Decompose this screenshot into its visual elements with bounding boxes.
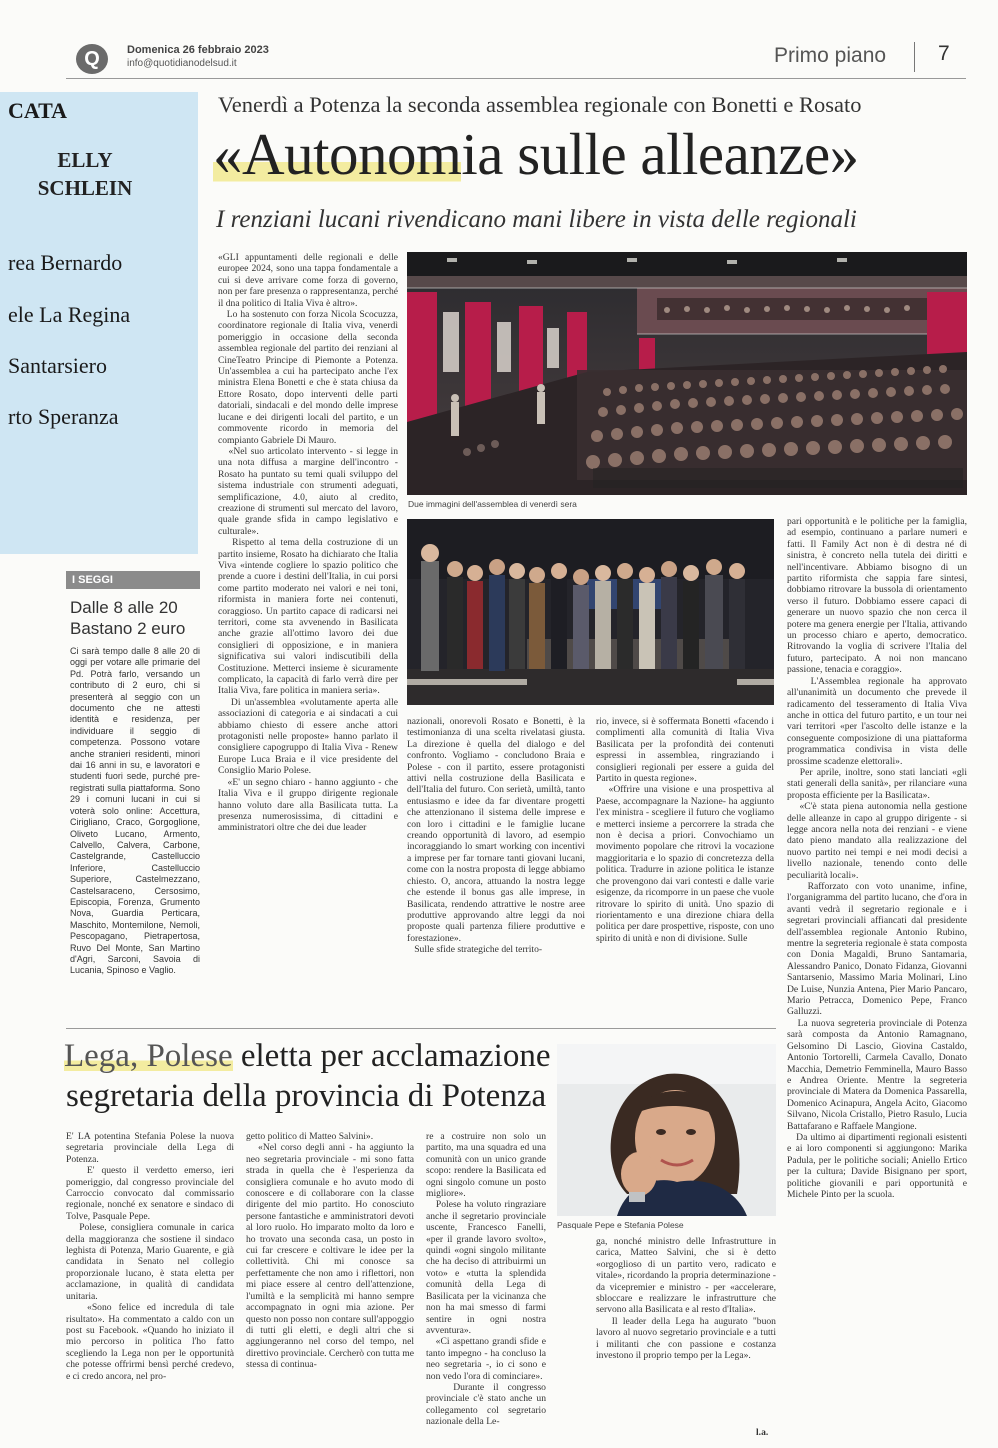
contact-email: info@quotidianodelsud.it [127,58,237,69]
masthead-logo [76,44,108,74]
header-rule [66,78,966,79]
article2-column-2: getto politico di Matteo Salvini». «Nel corso degli anni - ha aggiunto la neo segretaria provinciale - mi sono fatta strada in quella che è l'esperienza da consigliera comunale e ho avuto modo di conoscere e di collaborare con la classe dirigente del mio partito. Ho conosciuto persone fantastiche e amministratori devoti al loro ruolo. Ho imparato molto da loro e ho trovato una seconda casa, un posto in cui far crescere e coltivare le idee per la collettività. Chi mi conosce sa perfettamente che non amo i riflettori, non mi piace essere al centro dell'attenzione, l'umiltà e la semplicità mi hanno sempre accompagnato in ogni mia azione. Per questo non posso non contare sull'appoggio di tutti gli eletti, e degli altri che si aggiungeranno nel corso del tempo, nel direttivo provinciale. Cercherò con tutta me stessa di continua- [246,1131,414,1371]
headline-rest: ia sulle alleanze» [461,121,859,187]
sidebar-name-4: rto Speranza [8,404,119,429]
group-stage-illustration [407,519,774,705]
featured-name-last: SCHLEIN [37,176,133,200]
article2-column-3: re a costruire non solo un partito, ma una squadra ed una comunità con un unico grande scopo: rendere la Basilicata ed ogni singolo comune un posto migliore». Polese ha voluto ringraziare anche il segretario provinciale uscente, Francesco Fanelli, «per il grande lavoro svolto», quindi «ogni singolo militante che ha deciso di attribuirmi un voto» e «tutta la splendida comunità della Lega di Basilicata per la vicinanza che non ha mai smesso di farmi sentire in ogni nostra avventura». «Ci aspettano grandi sfide e tanto impegno - ha concluso la neo segretaria -, io ci sono e non vedo l'ora di cominciare». Durante il congresso provinciale c'è stato anche un collegamento col segretario nazionale della Le- [426,1131,546,1428]
section-name: Primo piano [774,44,887,67]
sidebar-cut-word: CATA [8,98,68,123]
seggi-header: I SEGGI [66,571,200,589]
seggi-title-1: Dalle 8 alle 20 [70,598,178,617]
article2-headline-line1 [64,1036,550,1076]
logo-letter: Q [84,48,100,70]
article1-column-2: nazionali, onorevoli Rosato e Bonetti, è la testimonianza di una scelta rivelatasi giusta. La direzione è quella del dialogo e del confronto. Vogliamo - concludono Braia e Polese - con il partito, essere protagonisti attivi nella costruzione della Basilicata e dell'Italia del futuro. Con serietà, umiltà, tanto entusiasmo e idee da far diventare progetti che attenzionano il sistema delle imprese e con loro i cittadini e le famiglie lucane creando opportunità di lavoro, ad esempio incoraggiando lo smart working con incentivi a imprese per far tornare tanti giovani lucani, come con la nostra proposta di legge abbiamo chiesto. O, ancora, attuando la nostra legge che estende il bonus gas alle imprese, in Basilicata, rendendo attrattive le nostre aree produttive approvando altre leggi da noi proposte quali partenza filiere produttive e forestazione». Sulle sfide strategiche del territo- [407,716,585,956]
article1-column-4: pari opportunità e le politiche per la famiglia, ad esempio, continuano a parlare numeri e fatti. Il Family Act non è di destra né di sinistra, è concreto nella tutela dei diritti e nell'incentivare. Abbiamo bisogno di un partito riformista che sappia fare sintesi, dobbiamo ritrovare la bussola di orientamento verso il futuro. Dobbiamo essere capaci di generare un nuovo spazio che non cerca il potere ma genera energie per l'Italia, attivando un processo chiaro e aperto, democratico. Ritrovando la voglia di scrivere l'Italia del futuro, partecipato. A noi non mancano passione, tenacia e coraggio». L'Assemblea regionale ha approvato all'unanimità un documento che prevede il radicamento del tesseramento di Italia Viva anche in ottica del futuro partito, e un tour nei vari territori «per l'ascolto delle istanze e la conseguente composizione di una piattaforma programmatica condivisa in vista delle prossime scadenze elettorali». Per aprile, inoltre, sono stati lanciati «gli stati generali della sanità», per rilanciare «una proposta efficiente per la Basilicata». «C'è stata piena autonomia nella gestione delle alleanze in capo al gruppo dirigente - si legge ancora nella nota dei renziani - e viene dato pieno mandato alla realizzazione del nuovo partito nei tempi e nei modi decisi a livello nazionale, tenendo conto delle peculiarità locali». Rafforzato con voto unanime, infine, l'organigramma del partito lucano, che d'ora in avanti vedrà il segretario regionale e i segretari provinciali affiancati dal presidente dell'assemblea regionale Antonio Rubino, mentre la segreteria regionale è stata composta con Donia Magaldi, Bruno Santamaria, Alessandro Panico, Donato Fidanza, Giovanni Santarsenio, Massimo Maria Molinari, Lino De Luise, Nunzia Antena, Pier Mario Pancaro, Mario Petracca, Domenico Pepe, Franco Galluzzi. La nuova segreteria provinciale di Potenza sarà composta da Antonio Ramagnano, Gelsomino Di Lascio, Giovina Castaldo, Antonio Tortorelli, Carmela Cavallo, Donato Macchia, Demetrio Femminella, Mauro Basso e Andrea Oriente. Mentre la segreteria provinciale di Matera da Domenica Passarella, Domenico Acinapura, Angela Acito, Giacomo Silvano, Nicola Cristallo, Pietro Rasulo, Lucia Battafarano e Raffaele Mangione. Da ultimo ai dipartimenti regionali esistenti e ai loro componenti si aggiungono: Marika Padula, per le politiche sociali; Aniello Ertico per la cultura; Davide Bisignano per sport, politiche giovanili e pari opportunità e Michele Pinto per la scuola. [787,516,967,1200]
article2-column-1: E' LA potentina Stefania Polese la nuova segretaria provinciale della Lega di Potenza. E' questo il verdetto emerso, ieri pomeriggio, dal congresso provinciale del Carroccio convocato dal commissario regionale, nonché ex senatore e sindaco di Tolve, Pasquale Pepe. Polese, consigliera comunale in carica della maggioranza che sostiene il sindaco leghista di Potenza, Mario Guarente, e già candidata in Senato nel collegio proporzionale lucano, è stata eletta per acclamazione, in qualità di candidata unitaria. «Sono felice ed incredula di tale risultato». Ha commentato a caldo con un post su Facebook. «Quando ho iniziato il mio percorso in politica l'ho fatto scegliendo la Lega non per le opportunità che potesse offrirmi bensì perché credevo, e ci credo ancora, nel pro- [66,1131,234,1382]
sidebar-name-2: ele La Regina [8,302,131,327]
article1-subheadline: I renziani lucani rivendicano mani libere in vista delle regionali [216,206,857,233]
group-stage-photo [407,519,774,705]
portrait-photo [557,1044,776,1216]
portrait-caption: Pasquale Pepe e Stefania Polese [557,1220,684,1230]
article2-headline-rest: eletta per acclamazione [232,1038,551,1074]
article2-rule [66,1028,776,1029]
seggi-title-2: Bastano 2 euro [70,619,186,638]
article1-column-1: «GLI appuntamenti delle regionali e delle europee 2024, sono una tappa fondamentale a cui si deve arrivare come forza di governo, non per fare presenza o rappresentanza, perché il dna politico di Italia Viva è altro». Lo ha sostenuto con forza Nicola Scocuzza, coordinatore regionale di Italia viva, venerdì pomeriggio in occasione della seconda assemblea regionale del partito dei renziani al CineTeatro Principe di Piemonte a Potenza. Un'assemblea a cui ha partecipato anche l'ex ministra Elena Bonetti e che è stata chiusa da Ettore Rosato, dopo interventi delle parti datoriali, sindacali e del mondo delle imprese lucane e dei dirigenti locali del partito, e un commovente ricordo in memoria del compianto Gabriele Di Mauro. «Nel suo articolato intervento - si legge in una nota diffusa a margine dell'incontro - Rosato ha puntato su temi quali sviluppo del sistema industriale con strumenti adeguati, semplificazione, 4.0, aiuto al credito, creazione di strumenti sul mercato del lavoro, quale grande sfida in campo legislativo e culturale». Rispetto al tema della costruzione di un partito insieme, Rosato ha dichiarato che Italia Viva «intende cogliere lo spazio politico che prende a cuore i destini dell'Italia, in cui porsi come partito moderato nei valori e nei toni, riformista in maniera forte nei contenuti, coraggioso. Un partito capace di radicarsi nei territori, come sta avvenendo in Basilicata anche grazie all'ottimo lavoro dei due consiglieri di opposizione, e in maniera significativa sui valori indiscutibili della Costituzione. Metterci insieme è sicuramente complicato, la capacità di farlo verrà dire per Italia Viva, fare politica in maniera seria». Di un'assemblea «volutamente aperta alle associazioni di categoria e ai sindacati a cui abbiamo chiesto di essere anche attori protagonisti nelle proposte» hanno parlato il consigliere capogruppo di Italia Viva - Renew Europe Luca Braia e il vice presidente del Consiglio Mario Polese. «E' un segno chiaro - hanno aggiunto - che Italia Viva e il gruppo dirigente regionale hanno voluto dare alla Basilicata tutta. La presenza numerosissima, di cittadini e amministratori oltre che dei due leader [218,252,399,834]
sidebar-name-3: Santarsiero [8,353,107,378]
featured-name-first: ELLY [57,148,113,172]
assembly-hall-illustration [407,252,967,495]
photo1-caption: Due immagini dell'assemblea di venerdì sera [408,499,577,509]
portrait-illustration [557,1044,776,1216]
article1-column-3: rio, invece, si è soffermata Bonetti «facendo i complimenti alla comunità di Italia Viva Basilicata per la profondità dei contenuti espressi in assemblea, ringraziando i consiglieri regionali per essere a guida del Partito in questa regione». «Offrire una visione e una prospettiva al Paese, accompagnare la Nazione- ha aggiunto l'ex ministra - scegliere il futuro che vogliamo e metterci insieme a percorrere la strada che non è decisa a priori. Convochiamo un movimento popolare che ritrovi la vocazione maggioritaria e lo spazio di concretezza della politica. Tradurre in azione politica le istanze che provengono dai vari contesti e dalle varie esigenze, da ricomporre in un paese che vuole ritrovare lo spirito di unità. Uno spazio di riorientamento e una direzione chiara della politica per dare prospettive, risposte, con uno spirito di unità e non di divisione. Sulle [596,716,775,944]
sidebar-name-1: rea Bernardo [8,250,123,275]
seggi-body: Ci sarà tempo dalle 8 alle 20 di oggi per votare alle primarie del Pd. Potrà farlo, versando un contributo di 2 euro, chi si presenterà al seggio con un documento che ne attesti identità e residenza, per individuare il seggio di competenza. Possono votare anche stranieri residenti, minori dai 16 anni in su, e lavoratori e studenti fuori sede, purché pre-registrati sulla piattaforma. Sono 29 i comuni lucani in cui si voterà solo online: Accettura, Cirigliano, Craco, Gorgoglione, Oliveto Lucano, Armento, Calvello, Calvera, Carbone, Castelgrande, Castelluccio Inferiore, Castelluccio Superiore, Castelmezzano, Castelsaraceno, Cersosimo, Episcopia, Forenza, Grumento Nova, Guardia Perticara, Maschito, Montemilone, Nemoli, Pescopagano, Pietrapertosa, Ruvo Del Monte, San Martino d'Agri, Sarconi, Savoia di Lucania, Spinoso e Vaglio. [70,646,200,976]
headline-highlight: «Autonom [213,121,462,187]
article2-signature: l.a. [756,1427,769,1438]
assembly-hall-photo [407,252,967,495]
article2-headline-highlight: Lega, Polese [64,1038,233,1074]
issue-date: Domenica 26 febbraio 2023 [127,44,269,56]
article1-headline [213,118,859,190]
page-number: 7 [938,42,950,65]
article1-kicker: Venerdì a Potenza la seconda assemblea regionale con Bonetti e Rosato [218,92,862,117]
article2-column-4: ga, nonché ministro delle Infrastrutture in carica, Matteo Salvini, che si è detto «orgoglioso di un partito vero, radicato e vitale», ricordando la propria determinazione - da vicepremier e ministro - per «accelerare, sbloccare e realizzare le infrastrutture che servono alla Basilicata e al resto d'Italia». Il leader della Lega ha augurato "buon lavoro al nuovo segretario provinciale e a tutti i militanti che con passione e costanza investono il proprio tempo per la Lega». [596,1236,776,1362]
article2-headline-line2: segretaria della provincia di Potenza [66,1078,547,1114]
header-divider [914,42,915,72]
